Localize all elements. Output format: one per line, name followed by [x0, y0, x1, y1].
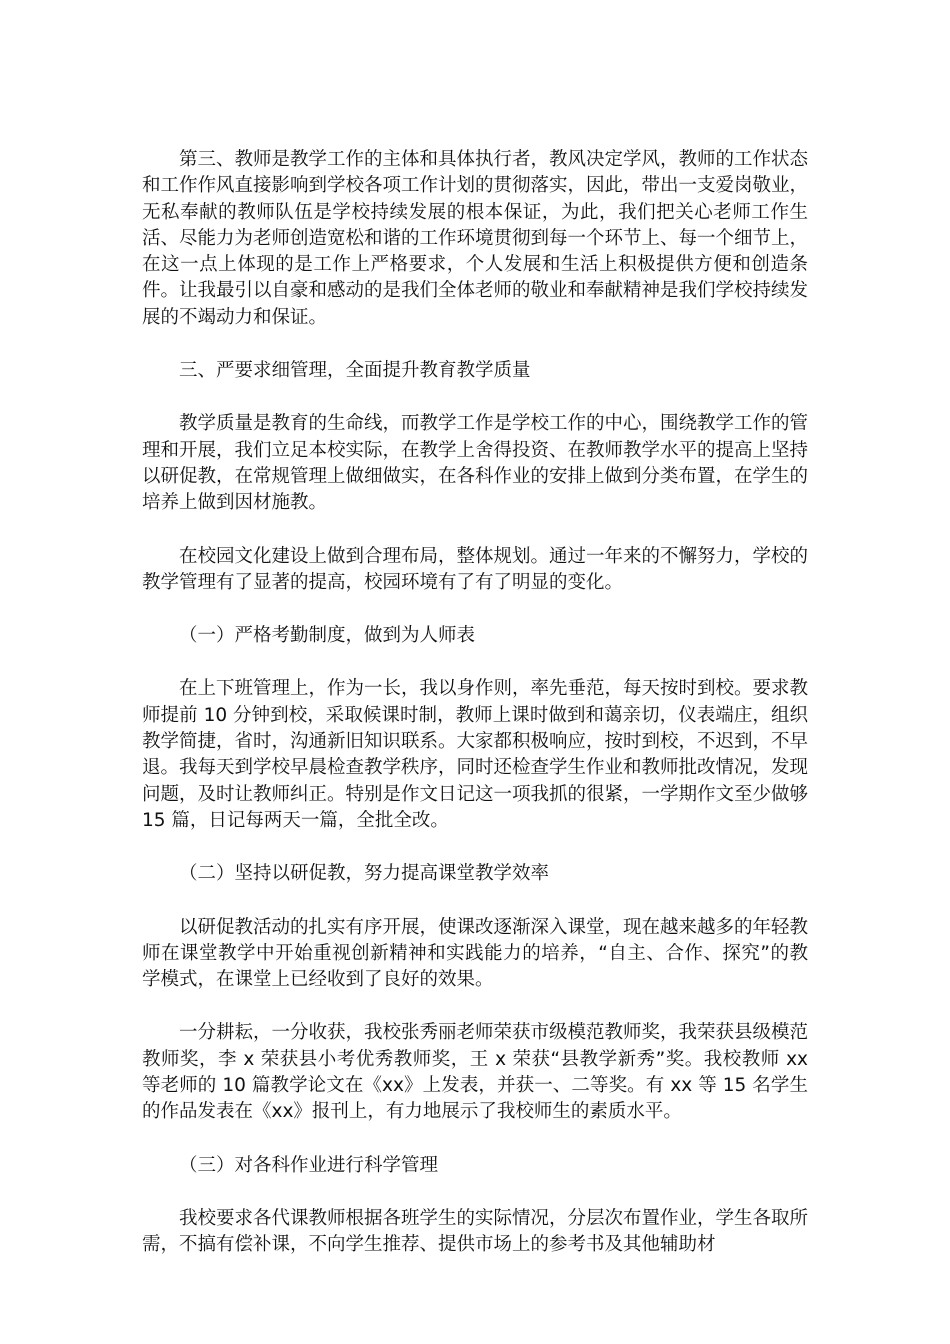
- document-page: [142, 147, 808, 1259]
- paragraph-campus-culture: 在校园文化建设上做到合理布局，整体规划。通过一年来的不懈努力，学校的教学管理有了显著的提高，校园环境有了有了明显的变化。: [142, 545, 809, 593]
- subheading-attendance: （一）严格考勤制度，做到为人师表: [179, 625, 476, 647]
- paragraph-awards: 一分耕耘，一分收获，我校张秀丽老师荣获市级模范教师奖，我荣获县级模范教师奖，李 x 荣获县小考优秀教师奖，王 x 荣获“县教学新秀”奖。我校教师 xx 等老师的 10 篇教学论文在《xx》上发表，并获一、二等奖。有 xx 等 15 名学生的作品发表在《xx》报刊上，有力地展示了我校师生的素质水平。: [142, 1022, 809, 1123]
- paragraph-research: 以研促教活动的扎实有序开展，使课改逐渐深入课堂，现在越来越多的年轻教师在课堂教学中开始重视创新精神和实践能力的培养，“自主、合作、探究”的教学模式，在课堂上已经收到了良好的效果。: [142, 916, 809, 991]
- subheading-research: （二）坚持以研促教，努力提高课堂教学效率: [179, 863, 550, 885]
- paragraph-teaching-quality: 教学质量是教育的生命线，而教学工作是学校工作的中心，围绕教学工作的管理和开展，我们立足本校实际，在教学上舍得投资、在教师教学水平的提高上坚持以研促教，在常规管理上做细做实，在各科作业的安排上做到分类布置，在学生的培养上做到因材施教。: [142, 413, 809, 514]
- paragraph-attendance: 在上下班管理上，作为一长，我以身作则，率先垂范，每天按时到校。要求教师提前 10 分钟到校，采取候课时制，教师上课时做到和蔼亲切，仪表端庄，组织教学简捷，省时，沟通新旧知识联系。大家都积极响应，按时到校，不迟到，不早退。我每天到学校早晨检查教学秩序，同时还检查学生作业和教师批改情况，发现问题，及时让教师纠正。特别是作文日记这一项我抓的很紧，一学期作文至少做够 15 篇，日记每两天一篇，全批全改。: [142, 678, 809, 831]
- section-heading-quality: 三、严要求细管理，全面提升教育教学质量: [179, 360, 531, 382]
- subheading-homework: （三）对各科作业进行科学管理: [179, 1154, 439, 1176]
- paragraph-teacher-role: 第三、教师是教学工作的主体和具体执行者，教风决定学风，教师的工作状态和工作作风直接影响到学校各项工作计划的贯彻落实，因此，带出一支爱岗敬业，无私奉献的教师队伍是学校持续发展的根本保证，为此，我们把关心老师工作生活、尽能力为老师创造宽松和谐的工作环境贯彻到每一个环节上、每一个细节上，在这一点上体现的是工作上严格要求，个人发展和生活上积极提供方便和创造条件。让我最引以自豪和感动的是我们全体老师的敬业和奉献精神是我们学校持续发展的不竭动力和保证。: [142, 149, 809, 328]
- paragraph-homework: 我校要求各代课教师根据各班学生的实际情况，分层次布置作业，学生各取所需，不搞有偿补课，不向学生推荐、提供市场上的参考书及其他辅助材: [142, 1207, 809, 1256]
